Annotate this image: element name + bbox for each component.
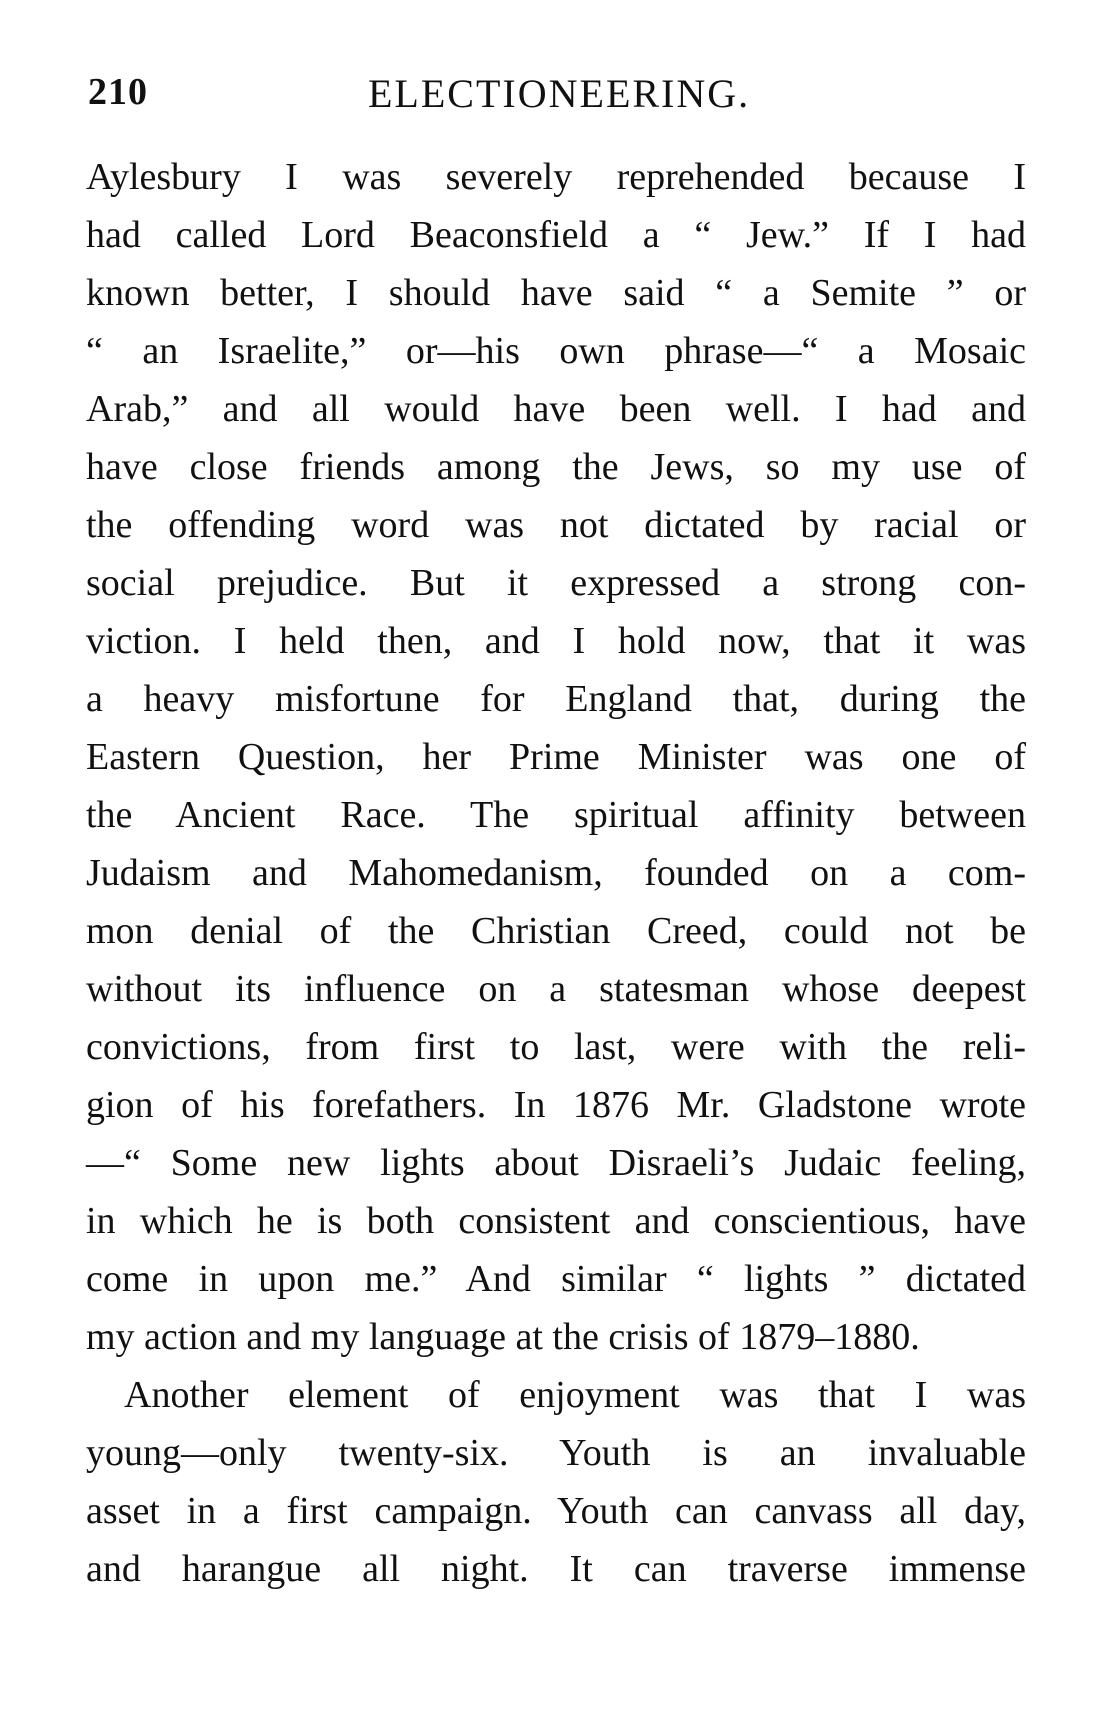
text-line: without its influence on a statesman whose deepest [86,968,1026,1010]
text-line: my action and my language at the crisis of 1879–1880. [86,1316,920,1358]
text-line: Eastern Question, her Prime Minister was one of [86,736,1026,778]
text-line: young—only twenty-six. Youth is an invaluable [86,1432,1026,1474]
text-line: the offending word was not dictated by racial or [86,504,1026,546]
text-line: have close friends among the Jews, so my use of [86,446,1026,488]
page-header [88,70,1028,130]
text-line: gion of his forefathers. In 1876 Mr. Gladstone wrote [86,1084,1026,1126]
text-line: and harangue all night. It can traverse immense [86,1548,1026,1590]
text-line: the Ancient Race. The spiritual affinity between [86,794,1026,836]
text-line: in which he is both consistent and conscientious, have [86,1200,1026,1242]
text-line: come in upon me.” And similar “ lights ” dictated [86,1258,1026,1300]
text-line: known better, I should have said “ a Semite ” or [86,272,1026,314]
text-line: Aylesbury I was severely reprehended because I [86,156,1026,198]
paragraph-1 [86,148,1026,1366]
text-line: a heavy misfortune for England that, during the [86,678,1026,720]
text-line: asset in a first campaign. Youth can canvass all day, [86,1490,1026,1532]
text-line: mon denial of the Christian Creed, could not be [86,910,1026,952]
text-line: convictions, from first to last, were with the reli- [86,1026,1026,1068]
text-line: social prejudice. But it expressed a strong con- [86,562,1026,604]
text-line: had called Lord Beaconsfield a “ Jew.” If I had [86,214,1026,256]
text-line: “ an Israelite,” or—his own phrase—“ a Mosaic [86,330,1026,372]
body-text [86,148,1026,1598]
paragraph-2 [86,1366,1026,1598]
text-line: Judaism and Mahomedanism, founded on a com- [86,852,1026,894]
running-head: ELECTIONEERING. [368,71,751,116]
text-line: viction. I held then, and I hold now, that it was [86,620,1026,662]
text-line: Arab,” and all would have been well. I had and [86,388,1026,430]
text-line: Another element of enjoyment was that I was [124,1374,1026,1416]
text-line: —“ Some new lights about Disraeli’s Judaic feeling, [86,1142,1026,1184]
page-number: 210 [88,71,148,113]
